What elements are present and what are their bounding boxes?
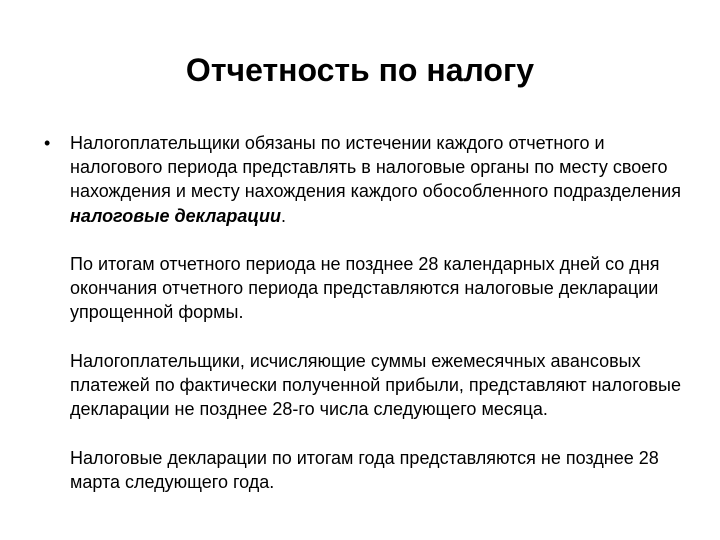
paragraph-monthly-advance: Налогоплательщики, исчисляющие суммы ежемесячных авансовых платежей по фактически полученной прибыли, представляют налоговые декларации не позднее 28-го числа следующего месяца.	[70, 350, 681, 420]
slide-body	[70, 131, 700, 494]
paragraph-text: Налогоплательщики обязаны по истечении каждого отчетного и налогового периода представлять в налоговые органы по месту своего нахождения и месту нахождения каждого обособленного подразделения	[70, 133, 681, 202]
paragraph-declarations-obligation	[70, 131, 700, 228]
paragraph-reporting-period: По итогам отчетного периода не позднее 28 календарных дней со дня окончания отчетного периода представляются налоговые декларации упрощенной формы.	[70, 254, 660, 323]
slide-title: Отчетность по налогу	[185, 52, 535, 88]
emphasized-term: налоговые декларации	[70, 205, 282, 226]
paragraph-annual-deadline: Налоговые декларации по итогам года представляются не позднее 28 марта следующего года.	[70, 447, 659, 492]
bullet-marker: •	[44, 133, 51, 153]
paragraph-end: .	[281, 205, 287, 226]
